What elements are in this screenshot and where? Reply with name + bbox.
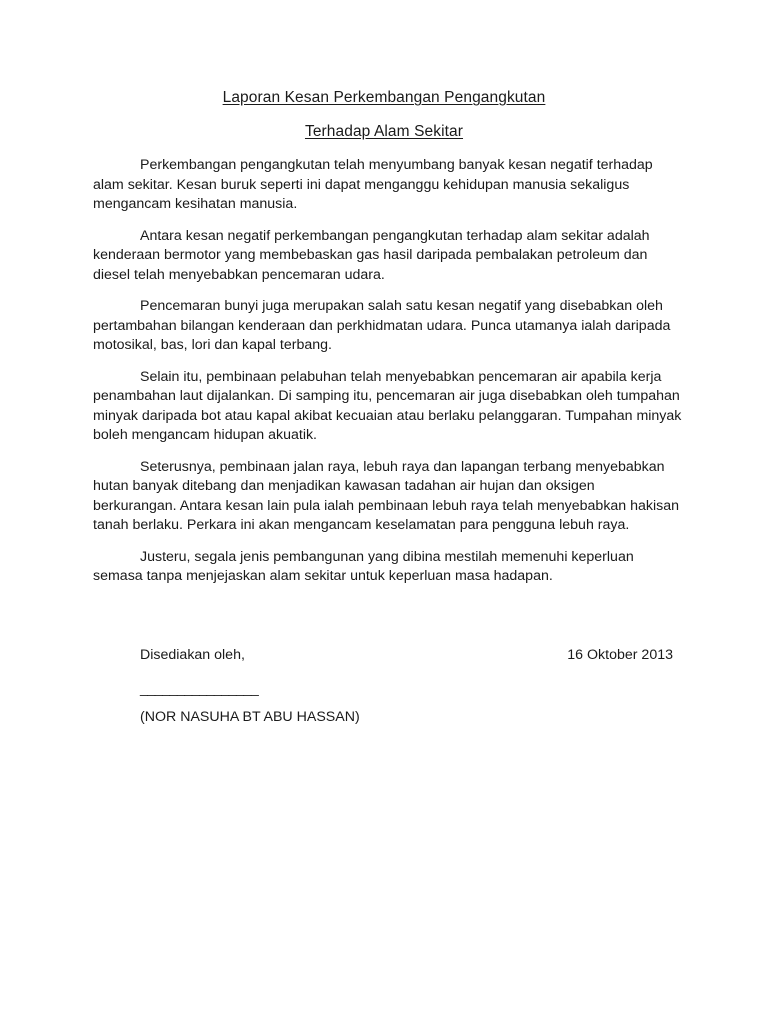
report-title: Laporan Kesan Perkembangan Pengangkutan xyxy=(222,89,546,106)
paragraph: Selain itu, pembinaan pelabuhan telah menyebabkan pencemaran air apabila kerja penambahan laut dijalankan. Di samping itu, pencemaran air juga disebabkan oleh tumpahan minyak daripada bot atau kapal akibat kecuaian atau berlaku pelanggaran. Tumpahan minyak boleh mengancam hidupan akuatik. xyxy=(93,368,686,443)
report-subtitle: Terhadap Alam Sekitar xyxy=(304,123,464,140)
signatory-name: (NOR NASUHA BT ABU HASSAN) xyxy=(140,709,360,725)
paragraph: Justeru, segala jenis pembangunan yang dibina mestilah memenuhi keperluan semasa tanpa menjejaskan alam sekitar untuk keperluan masa hadapan. xyxy=(93,548,638,584)
paragraph: Pencemaran bunyi juga merupakan salah satu kesan negatif yang disebabkan oleh pertambahan bilangan kenderaan dan perkhidmatan udara. Punca utamanya ialah daripada motosikal, bas, lori dan kapal terbang. xyxy=(93,298,675,353)
report-date: 16 Oktober 2013 xyxy=(567,647,673,663)
paragraph: Perkembangan pengangkutan telah menyumbang banyak kesan negatif terhadap alam sekitar. Kesan buruk seperti ini dapat menganggu kehidupan manusia sekaligus mengancam kesihatan manusia. xyxy=(93,157,657,212)
prepared-by-label: Disediakan oleh, xyxy=(140,647,245,663)
paragraph: Seterusnya, pembinaan jalan raya, lebuh raya dan lapangan terbang menyebabkan hutan banyak ditebang dan menjadikan kawasan tadahan air hujan dan oksigen berkurangan. Antara kesan lain pula ialah pembinaan lebuh raya telah menyebabkan hakisan tanah berlaku. Perkara ini akan mengancam keselamatan para pengguna lebuh raya. xyxy=(93,458,683,533)
report-body xyxy=(93,156,686,599)
paragraph: Antara kesan negatif perkembangan pengangkutan terhadap alam sekitar adalah kenderaan bermotor yang membebaskan gas hasil daripada pembalakan petroleum dan diesel telah menyebabkan pencemaran udara. xyxy=(93,227,654,283)
signature-line: ________________ xyxy=(140,681,259,697)
